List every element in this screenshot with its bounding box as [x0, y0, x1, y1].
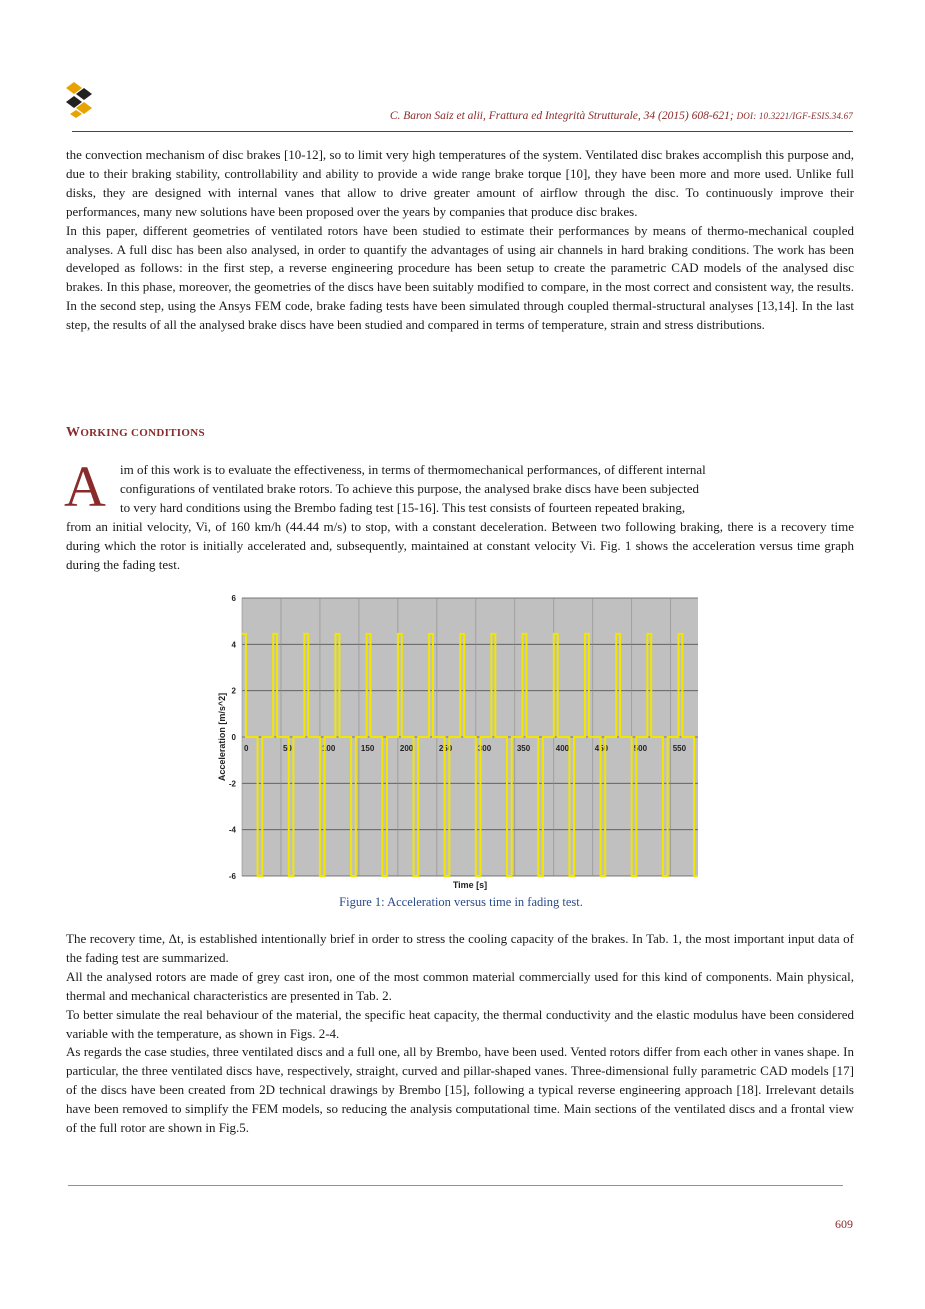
y-tick-label: -4 [228, 825, 236, 835]
header-doi: DOI: 10.3221/IGF-ESIS.34.67 [736, 111, 853, 121]
y-tick-label: -2 [228, 779, 236, 789]
working-line-3: to very hard conditions using the Brembo fading test [15-16]. This test consists of fourteen repeated braking, [120, 499, 686, 515]
figure-caption-text: : Acceleration versus time in fading test. [381, 895, 583, 909]
x-tick-label: 50 [282, 744, 292, 753]
body2-paragraph-4: As regards the case studies, three ventilated discs and a full one, all by Brembo, have been used. Vented rotors differ from each other in vanes shape. In particular, the three ventilated discs have, respectively, straight, curved and pillar-shaped vanes. Three-dimensional fully parametric CAD models [17] of the discs have been created from 2D technical drawings by Brembo [15], following a typical reverse engineering approach [18]. Irrelevant details have been removed to simplify the FEM models, so reducing the analysis computational time. Main sections of the ventilated discs and a frontal view of the full rotor are shown in Fig.5. [66, 1044, 854, 1136]
x-tick-label: 150 [360, 744, 375, 753]
header-rule [72, 131, 853, 132]
page-number: 609 [835, 1217, 853, 1231]
intro-paragraph-2: In this paper, different geometries of ventilated rotors have been studied to estimate their performances by means of thermo-mechanical coupled analyses. A full disc has been also analysed, in order to quantify the advantages of using air channels in hard braking conditions. The work has been developed as follows: in the first step, a reverse engineering procedure has been setup to create the parametric CAD models of the analysed disc brakes. In this phase, moreover, the geometries of the discs have been suitably modified to compare, in the most correct and consistent way, the results. In the second step, using the Ansys FEM code, brake fading tests have been simulated through coupled thermal-structural analyses [13,14]. In the last step, the results of all the analysed brake discs have been studied and compared in terms of temperature, strain and stress distributions. [66, 222, 854, 333]
intro-paragraph-1: the convection mechanism of disc brakes [10-12], so to limit very high temperatures of the system. Ventilated disc brakes accomplish this purpose and, due to their braking stability, controllability and ability to provide a wide range brake torque [10], they have been more and more used. Unlike full disks, they are designed with internal vanes that allow to drive greater amount of airflow through the disc. To continuously improve their performances, many new solutions have been proposed over the years by companies that produce disc brakes. [66, 147, 854, 219]
x-axis-label: Time [s] [452, 880, 488, 890]
x-tick-label: 250 [438, 744, 453, 753]
journal-logo [64, 80, 94, 120]
section-heading-first-letter: W [66, 425, 81, 440]
working-line-1: im of this work is to evaluate the effectiveness, in terms of thermomechanical performances, of different internal [120, 462, 706, 477]
x-tick-label: 300 [477, 744, 492, 753]
working-line-2: configurations of ventilated brake rotors. To achieve this purpose, the analysed brake discs have been subjected [120, 480, 699, 496]
y-axis-label: Acceleration [m/s^2] [217, 692, 227, 782]
running-header [300, 110, 853, 122]
body2-paragraph-2: All the analysed rotors are made of grey cast iron, one of the most common material commercially used for this kind of components. Main physical, thermal and mechanical characteristics are presented in Tab. 2. [66, 968, 854, 1003]
figure-caption [216, 895, 706, 910]
x-tick-label: 200 [399, 744, 414, 753]
acceleration-chart [216, 592, 706, 892]
footer-rule [68, 1185, 843, 1186]
figure-label: Figure 1 [339, 895, 382, 909]
x-tick-label: 100 [321, 744, 336, 753]
body-text-2 [66, 930, 854, 1138]
drop-cap: A [64, 454, 106, 519]
header-citation: C. Baron Saiz et alii, Frattura ed Integrità Strutturale, 34 (2015) 608-621; [389, 110, 734, 122]
y-tick-label: 4 [231, 640, 236, 650]
working-paragraph-rest: from an initial velocity, Vi, of 160 km/h (44.44 m/s) to stop, with a constant deceleration. Between two following braking, there is a recovery time during which the rotor is initially accelerated and, subsequently, maintained at constant velocity Vi. Fig. 1 shows the acceleration versus time graph during the fading test. [66, 518, 854, 572]
y-tick-label: -6 [228, 872, 236, 881]
section-heading [66, 425, 205, 441]
x-tick-label: 350 [516, 744, 531, 753]
y-tick-label: 6 [231, 594, 236, 603]
body2-paragraph-3: To better simulate the real behaviour of the material, the specific heat capacity, the thermal conductivity and the elastic modulus have been considered variable with the temperature, as shown in Figs. 2-4. [66, 1006, 854, 1041]
x-tick-label: 550 [672, 744, 687, 753]
intro-text [66, 146, 854, 335]
body2-paragraph-1: The recovery time, Δt, is established intentionally brief in order to stress the cooling capacity of the brakes. In Tab. 1, the most important input data of the fading test are summarized. [66, 931, 854, 965]
section-heading-rest: ORKING CONDITIONS [80, 427, 205, 439]
x-tick-label: 500 [633, 744, 648, 753]
x-tick-label: 0 [244, 744, 249, 753]
y-tick-label: 0 [231, 733, 236, 742]
x-tick-label: 450 [594, 744, 609, 753]
y-tick-label: 2 [231, 686, 236, 696]
working-conditions-text [66, 461, 854, 574]
y-tick-labels [229, 594, 237, 881]
x-tick-label: 400 [555, 744, 570, 753]
